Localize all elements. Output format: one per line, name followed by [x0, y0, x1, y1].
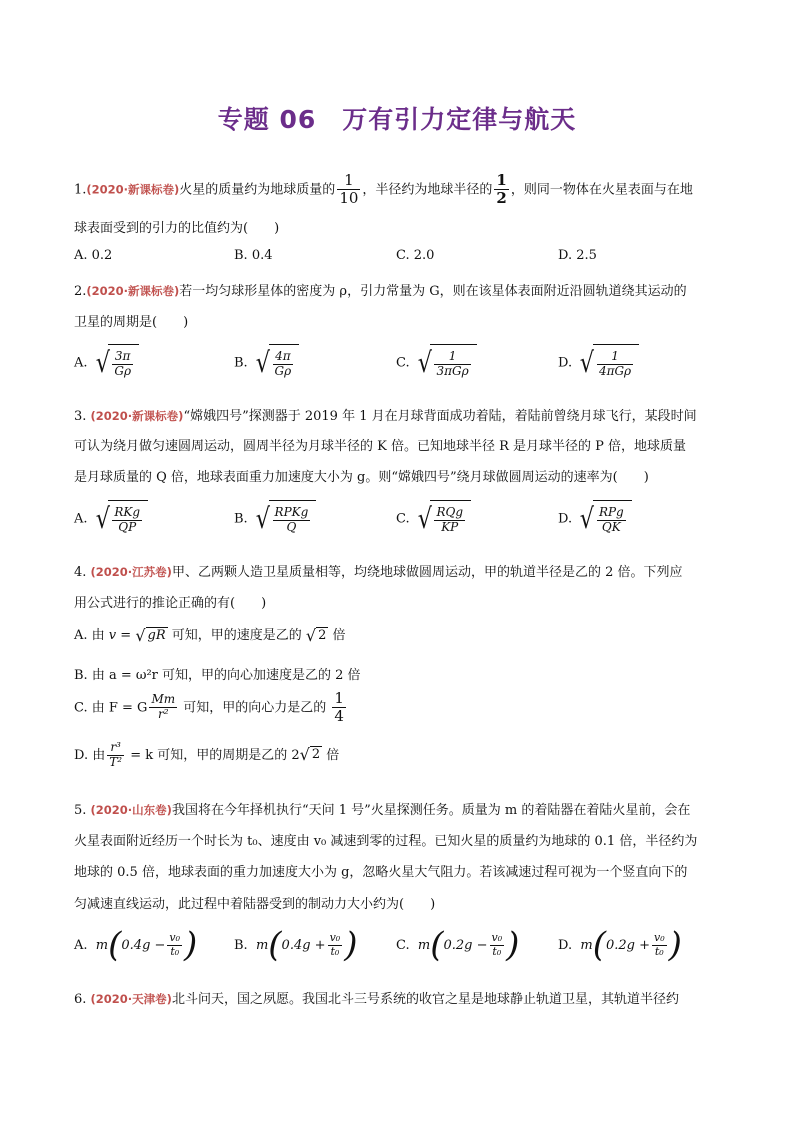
- q3-radical-c: √ $\frac{\text{RQg}}{KP}$: [416, 500, 471, 538]
- q1-fraction-radius: $\frac{1}{2}$: [496, 171, 507, 208]
- q4-fraction-mm: $\frac{Mm}{\text{r²}}$: [151, 692, 176, 722]
- q3-radical-a: √ $\frac{\text{RKg}}{QP}$: [94, 500, 149, 538]
- q5-line1: [74, 799, 690, 818]
- q5-option-b: B. m ( 0.4g + $\frac{\text{v₀}}{\text{t₀}}$ ): [234, 925, 358, 965]
- q5-source: (2020·山东卷): [90, 803, 172, 817]
- q3-radical-d: √ $\frac{\text{RPg}}{QK}$: [578, 500, 632, 538]
- q1-text-c: ，则同一物体在火星表面与在地: [510, 182, 693, 198]
- q6-number: 6.: [74, 992, 91, 1007]
- q1-line2: 球表面受到的引力的比值约为( ): [74, 221, 280, 236]
- q1-source: (2020·新课标卷): [86, 182, 180, 197]
- q3-line3: 是月球质量的 Q 倍，地球表面重力加速度大小为 g。则“嫦娥四号”绕月球做圆周运动的速率为( ): [74, 470, 649, 485]
- q4-option-c: C. 由 F = G $\frac{Mm}{\text{r²}}$ 可知，甲的向心力是乙的 $\frac{1}{4}$: [74, 689, 344, 726]
- q2-line2: 卫星的周期是( ): [74, 315, 189, 330]
- q2-option-c: C. √ $\frac{1}{\text{3πGρ}}$: [396, 344, 477, 382]
- q2-radical-d: √ $\frac{1}{\text{4πGρ}}$: [578, 344, 639, 382]
- q1-fraction-mass: $\frac{1}{10}$: [339, 171, 359, 208]
- q2-line1: [74, 280, 687, 299]
- q6-source: (2020·天津卷): [90, 992, 172, 1006]
- q4-fraction-quarter: $\frac{1}{4}$: [334, 689, 344, 726]
- q1-option-c: C. 2.0: [396, 248, 435, 263]
- q1-option-d: D. 2.5: [558, 248, 597, 263]
- q5-line3: 地球的 0.5 倍，地球表面的重力加速度大小为 g，忽略火星大气阻力。若该减速过程可视为一个竖直向下的: [74, 865, 688, 880]
- q5-text-a: 我国将在今年择机执行“天问 1 号”火星探测任务。质量为 m 的着陆器在着陆火星前，会在: [171, 803, 691, 818]
- q3-line1: [74, 405, 697, 424]
- q2-radical-a: √ $\frac{3\pi}{G\rho}$: [94, 344, 139, 382]
- q2-text-a: 若一均匀球形星体的密度为 ρ，引力常量为 G，则在该星体表面附近沿圆轨道绕其运动的: [179, 284, 687, 299]
- q5-number: 5.: [74, 803, 91, 818]
- q2-radical-b: √ $\frac{4\pi}{G\rho}$: [254, 344, 299, 382]
- q5-option-a: A. m ( 0.4g − $\frac{\text{v₀}}{\text{t₀}}$ ): [74, 925, 198, 965]
- q2-number: 2.: [74, 284, 87, 299]
- q5-option-d: D. m ( 0.2g + $\frac{\text{v₀}}{\text{t₀}}$ ): [558, 925, 682, 965]
- q4-radical-gr: √ gR: [135, 625, 166, 645]
- q3-radical-b: √ $\frac{\text{RPKg}}{Q}$: [254, 500, 317, 538]
- q4-line2: 用公式进行的推论正确的有( ): [74, 596, 267, 611]
- q1-option-a: A. 0.2: [74, 248, 113, 263]
- q4-option-b: B. 由 a = ω²r 可知，甲的向心加速度是乙的 2 倍: [74, 668, 361, 683]
- q3-source: (2020·新课标卷): [90, 409, 184, 423]
- page-title: 专题 06 万有引力定律与航天: [217, 105, 577, 134]
- q1-option-b: B. 0.4: [234, 248, 273, 263]
- q4-option-d: D. 由 $\frac{\text{r³}}{\text{T²}}$ = k 可知，甲的周期是乙的 2 √ 2 倍: [74, 740, 340, 769]
- q3-option-c: C. √ $\frac{\text{RQg}}{KP}$: [396, 500, 471, 538]
- q3-option-d: D. √ $\frac{\text{RPg}}{QK}$: [558, 500, 632, 538]
- q3-text-a: “嫦娥四号”探测器于 2019 年 1 月在月球背面成功着陆，着陆前曾绕月球飞行，某段时间: [183, 409, 697, 424]
- q4-fraction-kepler: $\frac{\text{r³}}{\text{T²}}$: [109, 740, 123, 769]
- q3-number: 3.: [74, 409, 91, 424]
- q5-line2: 火星表面附近经历一个时长为 t₀、速度由 v₀ 减速到零的过程。已知火星的质量约为地球的 0.1 倍，半径约为: [74, 834, 698, 849]
- q1-text-a: 火星的质量约为地球质量的: [179, 182, 336, 198]
- q6-line1: [74, 988, 679, 1007]
- q3-option-a: A. √ $\frac{\text{RKg}}{QP}$: [74, 500, 148, 538]
- q4-radical-2-d: √ 2: [299, 745, 321, 765]
- q2-radical-c: √ $\frac{1}{\text{3πGρ}}$: [416, 344, 477, 382]
- q6-text-a: 北斗问天，国之夙愿。我国北斗三号系统的收官之星是地球静止轨道卫星，其轨道半径约: [171, 992, 679, 1007]
- q4-number: 4.: [74, 565, 91, 580]
- q4-text-a: 甲、乙两颗人造卫星质量相等，均绕地球做圆周运动，甲的轨道半径是乙的 2 倍。下列应: [171, 565, 683, 580]
- q1-text-b: ，半径约为地球半径的: [362, 182, 493, 198]
- q4-line1: [74, 561, 682, 580]
- q5-line4: 匀减速直线运动，此过程中着陆器受到的制动力大小约为( ): [74, 897, 436, 912]
- q3-line2: 可认为绕月做匀速圆周运动，圆周半径为月球半径的 K 倍。已知地球半径 R 是月球半径的 P 倍，地球质量: [74, 439, 687, 454]
- q2-option-b: B. √ $\frac{4\pi}{G\rho}$: [234, 344, 299, 382]
- q2-option-d: D. √ $\frac{1}{\text{4πGρ}}$: [558, 344, 639, 382]
- q2-source: (2020·新课标卷): [86, 284, 180, 298]
- q2-option-a: A. √ $\frac{3\pi}{G\rho}$: [74, 344, 139, 382]
- q4-radical-2: √ 2: [305, 625, 327, 645]
- q1-number: 1.: [74, 182, 87, 198]
- q4-source: (2020·江苏卷): [90, 565, 172, 579]
- q1-line1: [74, 172, 693, 208]
- q5-option-c: C. m ( 0.2g − $\frac{\text{v₀}}{\text{t₀}}$ ): [396, 925, 520, 965]
- q4-option-a: A. 由 v = √ gR 可知，甲的速度是乙的 √ 2 倍: [74, 625, 346, 645]
- q3-option-b: B. √ $\frac{\text{RPKg}}{Q}$: [234, 500, 316, 538]
